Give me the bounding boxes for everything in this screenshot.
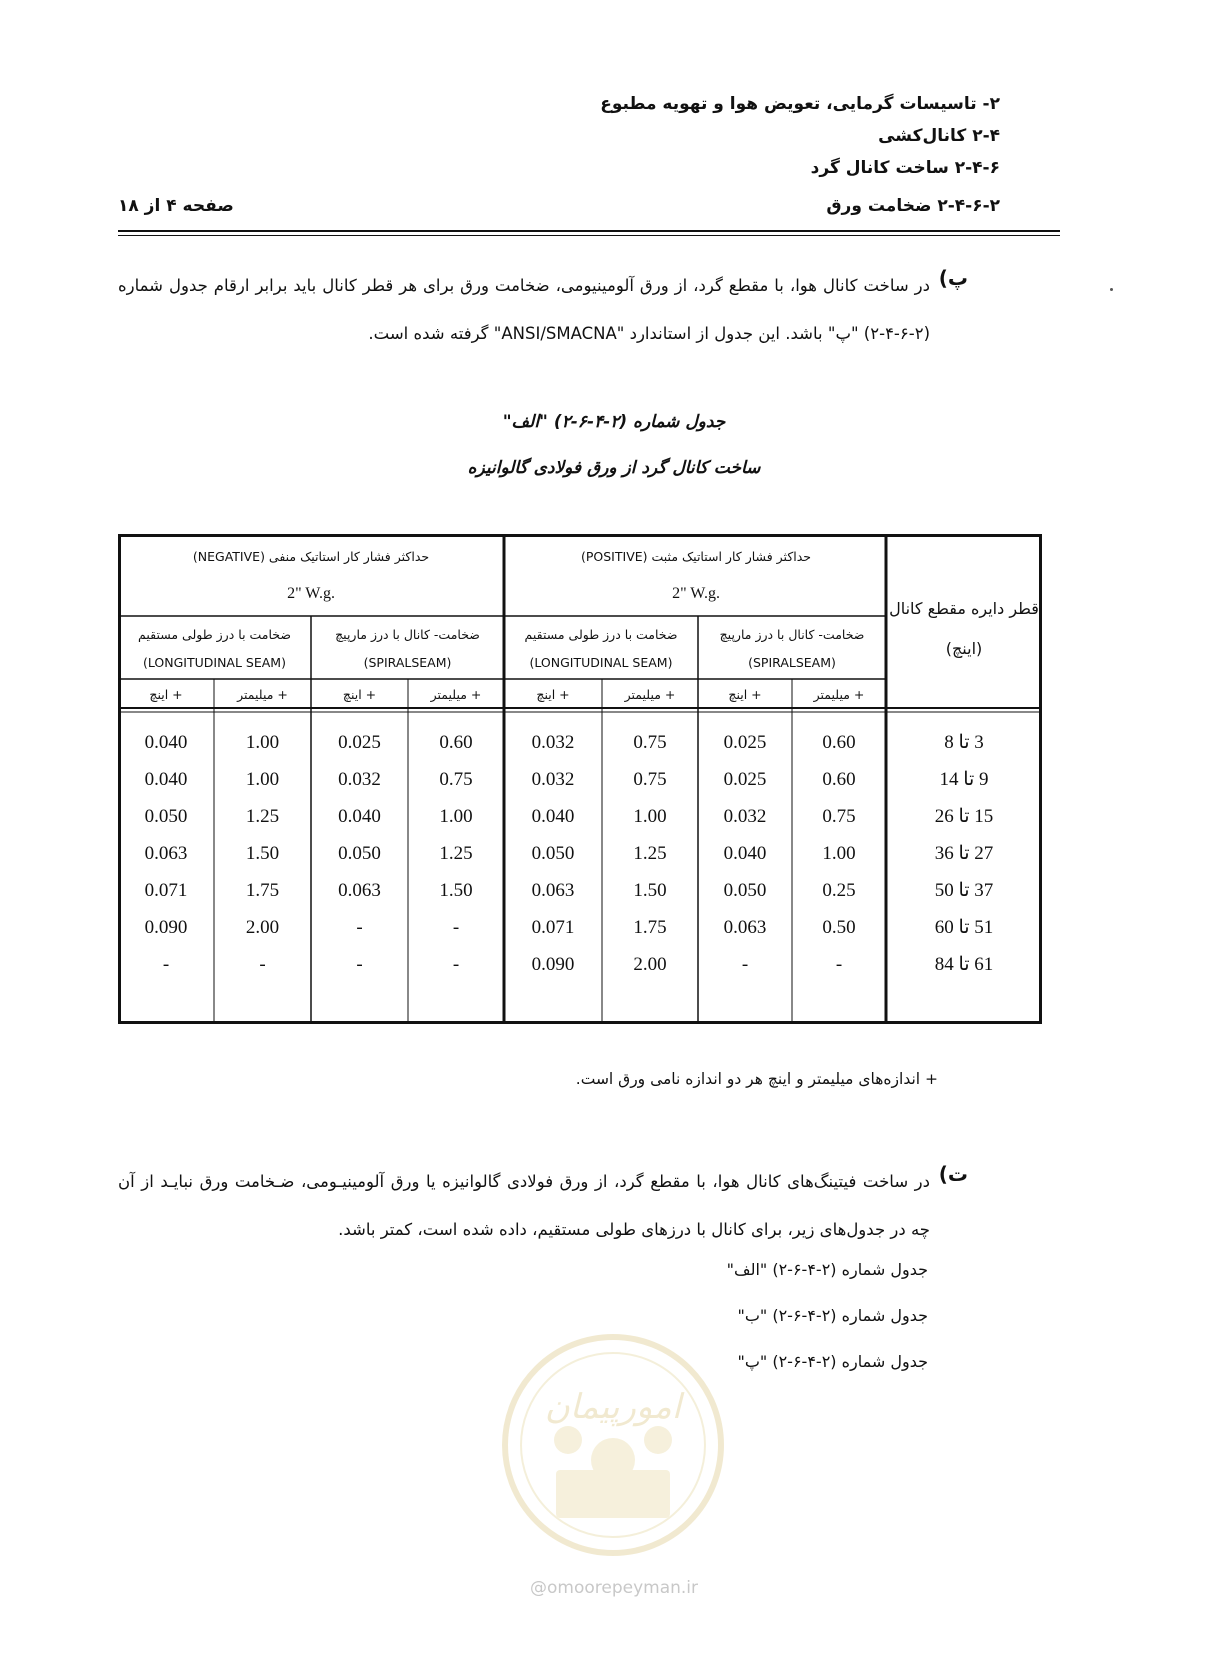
cell-neg-spiral-mm: - xyxy=(452,916,460,938)
cell-diameter: 37 تا 50 xyxy=(934,880,994,901)
para-p-marker: پ) xyxy=(938,266,968,290)
table-caption-title: ساخت کانال گرد از ورق فولادی گالوانیزه xyxy=(467,458,761,478)
table-ref-pe: جدول شماره (۲-۴-۶-۲) "پ" xyxy=(737,1352,928,1371)
neg-spiral-header: ضخامت- کانال با درز مارپیچ xyxy=(335,626,480,642)
neg-spiral-en: (SPIRALSEAM) xyxy=(363,654,452,670)
diameter-header: قطر دایره مقطع کانال xyxy=(889,598,1039,618)
cell-neg-spiral-inch: 0.025 xyxy=(338,731,381,753)
cell-pos-long-inch: 0.032 xyxy=(531,768,575,790)
negative-wg: 2" W.g. xyxy=(287,585,335,602)
cell-pos-spiral-mm: 0.75 xyxy=(822,805,856,827)
cell-pos-long-inch: 0.090 xyxy=(531,953,575,975)
margin-dot xyxy=(1110,288,1113,291)
watermark-site: @omoorepeyman.ir xyxy=(529,1578,699,1598)
cell-neg-long-inch: 0.050 xyxy=(144,805,188,827)
para-p-line1: در ساخت کانال هوا، با مقطع گرد، از ورق آلومینیومی، ضخامت ورق برای هر قطر کانال باید برابر ارقام جدول شماره xyxy=(118,276,930,295)
para-t-line1: در ساخت فیتینگ‌های کانال هوا، با مقطع گرد، از ورق فولادی گالوانیزه یا ورق آلومینیـومی، ضـخامت ورق نبایـد از آن xyxy=(118,1172,930,1191)
cell-neg-long-mm: 1.25 xyxy=(245,805,280,827)
cell-pos-spiral-mm: 0.60 xyxy=(822,768,856,790)
cell-diameter: 9 تا 14 xyxy=(939,769,989,790)
cell-neg-long-inch: 0.040 xyxy=(144,768,188,790)
cell-pos-long-mm: 0.75 xyxy=(633,768,667,790)
watermark-logo xyxy=(498,1330,728,1560)
cell-neg-spiral-inch: 0.040 xyxy=(338,805,381,827)
cell-pos-long-mm: 1.50 xyxy=(633,879,667,901)
cell-diameter: 51 تا 60 xyxy=(934,917,994,938)
cell-neg-long-inch: 0.071 xyxy=(144,879,188,901)
cell-diameter: 3 تا 8 xyxy=(944,732,984,753)
cell-neg-spiral-mm: 1.50 xyxy=(439,879,473,901)
cell-neg-spiral-mm: 0.60 xyxy=(439,731,473,753)
cell-neg-spiral-inch: 0.063 xyxy=(338,879,381,901)
header-section: ۲-۴ کانال‌کشی xyxy=(878,126,1000,146)
cell-pos-long-inch: 0.071 xyxy=(531,916,575,938)
neg-long-header: ضخامت با درز طولی مستقیم xyxy=(138,626,291,642)
header-subsection: ۲-۴-۶ ساخت کانال گرد xyxy=(810,158,1000,178)
positive-wg: 2" W.g. xyxy=(672,585,720,602)
cell-neg-spiral-inch: 0.032 xyxy=(338,768,381,790)
cell-pos-long-inch: 0.063 xyxy=(531,879,575,901)
cell-neg-long-mm: 1.50 xyxy=(245,842,280,864)
cell-pos-spiral-inch: 0.040 xyxy=(723,842,767,864)
cell-pos-long-mm: 2.00 xyxy=(633,953,667,975)
svg-text:امورپیمان: امورپیمان xyxy=(544,1387,682,1427)
table-ref-alef: جدول شماره (۲-۴-۶-۲) "الف" xyxy=(726,1260,928,1279)
pos-long-en: (LONGITUDINAL SEAM) xyxy=(529,654,673,670)
unit-mm-pos-long: + میلیمتر xyxy=(624,686,676,702)
cell-diameter: 61 تا 84 xyxy=(934,954,994,975)
cell-pos-spiral-inch: 0.025 xyxy=(723,731,767,753)
cell-neg-long-inch: 0.063 xyxy=(144,842,188,864)
cell-pos-spiral-mm: 0.50 xyxy=(822,916,856,938)
cell-pos-long-inch: 0.032 xyxy=(531,731,575,753)
cell-neg-spiral-inch: 0.050 xyxy=(338,842,381,864)
cell-diameter: 15 تا 26 xyxy=(934,806,994,827)
unit-inch-pos-long: + اینچ xyxy=(536,686,570,702)
para-t-line2: چه در جدول‌های زیر، برای کانال با درزهای طولی مستقیم، داده شده است، کمتر باشد. xyxy=(338,1220,930,1239)
cell-pos-spiral-mm: 1.00 xyxy=(822,842,856,864)
cell-neg-long-mm: 1.00 xyxy=(245,731,280,753)
cell-pos-spiral-inch: 0.063 xyxy=(723,916,767,938)
cell-pos-long-mm: 0.75 xyxy=(633,731,667,753)
cell-neg-long-inch: - xyxy=(162,953,170,975)
cell-pos-long-mm: 1.25 xyxy=(633,842,667,864)
cell-neg-spiral-inch: - xyxy=(356,916,363,938)
pos-spiral-header: ضخامت- کانال با درز مارپیچ xyxy=(719,626,865,642)
cell-pos-long-inch: 0.050 xyxy=(531,842,575,864)
cell-neg-long-mm: 1.75 xyxy=(245,879,280,901)
unit-mm-pos-spiral: + میلیمتر xyxy=(813,686,865,702)
pos-spiral-en: (SPIRALSEAM) xyxy=(748,654,836,670)
thickness-table xyxy=(118,534,1042,1024)
cell-pos-spiral-mm: 0.25 xyxy=(822,879,856,901)
cell-pos-long-mm: 1.00 xyxy=(633,805,667,827)
cell-pos-spiral-inch: - xyxy=(741,953,749,975)
positive-header: حداکثر فشار کار استاتیک مثبت (POSITIVE) xyxy=(580,548,812,564)
cell-pos-spiral-mm: - xyxy=(835,953,843,975)
cell-neg-spiral-mm: - xyxy=(452,953,460,975)
cell-neg-spiral-mm: 0.75 xyxy=(439,768,473,790)
cell-neg-long-mm: - xyxy=(259,953,266,975)
cell-neg-long-inch: 0.040 xyxy=(144,731,188,753)
table-body xyxy=(118,534,1042,1024)
cell-neg-spiral-mm: 1.00 xyxy=(439,805,473,827)
unit-mm-neg-spiral: + میلیمتر xyxy=(430,686,482,702)
cell-pos-spiral-inch: 0.032 xyxy=(723,805,767,827)
cell-pos-long-mm: 1.75 xyxy=(633,916,667,938)
negative-header: حداکثر فشار کار استاتیک منفی (NEGATIVE) xyxy=(192,548,430,564)
cell-diameter: 27 تا 36 xyxy=(934,843,994,864)
cell-pos-long-inch: 0.040 xyxy=(531,805,575,827)
cell-pos-spiral-inch: 0.025 xyxy=(723,768,767,790)
cell-pos-spiral-inch: 0.050 xyxy=(723,879,767,901)
cell-neg-long-inch: 0.090 xyxy=(144,916,188,938)
cell-pos-spiral-mm: 0.60 xyxy=(822,731,856,753)
header-topic: ۲-۴-۶-۲ ضخامت ورق xyxy=(826,196,1000,216)
table-ref-be: جدول شماره (۲-۴-۶-۲) "ب" xyxy=(737,1306,928,1325)
para-p-line2: (۲-۴-۶-۲) "پ" باشد. این جدول از استاندارد "ANSI/SMACNA" گرفته شده است. xyxy=(368,324,930,343)
cell-neg-spiral-inch: - xyxy=(356,953,363,975)
header-chapter: ۲- تاسیسات گرمایی، تعویض هوا و تهویه مطبوع xyxy=(600,94,1000,114)
header-rule xyxy=(118,230,1060,232)
table-footnote: + اندازه‌های میلیمتر و اینچ هر دو اندازه نامی ورق است. xyxy=(575,1070,938,1088)
page-number: صفحه ۴ از ۱۸ xyxy=(118,196,234,216)
unit-inch-neg-spiral: + اینچ xyxy=(342,686,377,702)
pos-long-header: ضخامت با درز طولی مستقیم xyxy=(524,626,678,642)
diameter-unit: (اینچ) xyxy=(945,638,983,658)
unit-inch-neg-long: + اینچ xyxy=(149,686,183,702)
unit-inch-pos-spiral: + اینچ xyxy=(728,686,762,702)
cell-neg-long-mm: 1.00 xyxy=(245,768,280,790)
neg-long-en: (LONGITUDINAL SEAM) xyxy=(143,654,286,670)
header-rule-thin xyxy=(118,235,1060,236)
cell-neg-long-mm: 2.00 xyxy=(245,916,280,938)
table-caption-number: جدول شماره (۲-۴-۶-۲) "الف" xyxy=(502,412,726,432)
para-t-marker: ت) xyxy=(938,1162,968,1186)
unit-mm-neg-long: + میلیمتر xyxy=(237,686,288,702)
cell-neg-spiral-mm: 1.25 xyxy=(439,842,473,864)
